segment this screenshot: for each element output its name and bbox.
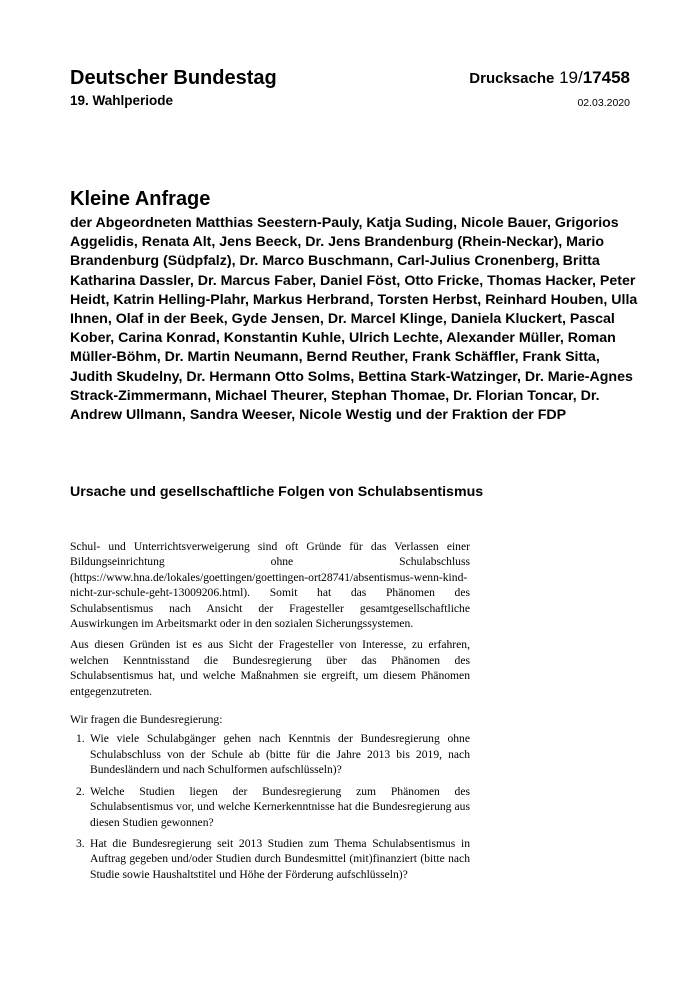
question-number: 1. bbox=[76, 732, 85, 746]
drucksache-prefix: 19/ bbox=[559, 68, 583, 87]
question-item bbox=[70, 784, 470, 830]
authors-list: der Abgeordneten Matthias Seestern-Pauly, Katja Suding, Nicole Bauer, Grigorios Aggelidis, Renata Alt, Jens Beeck, Dr. Jens Brandenburg (Rhein-Neckar), Mario Brandenburg (Südpfalz), Dr. Marco Buschmann, Carl-Julius Cronenberg, Britta Katharina Dassler, Dr. Marcus Faber, Daniel Föst, Otto Fricke, Thomas Hacker, Peter Heidt, Katrin Helling-Plahr, Markus Herbrand, Torsten Herbst, Reinhard Houben, Ulla Ihnen, Olaf in der Beek, Gyde Jensen, Dr. Marcel Klinge, Daniela Kluckert, Pascal Kober, Carina Konrad, Konstantin Kuhle, Ulrich Lechte, Alexander Müller, Roman Müller-Böhm, Dr. Martin Neumann, Bernd Reuther, Frank Schäffler, Frank Sitta, Judith Skudelny, Dr. Hermann Otto Solms, Bettina Stark-Watzinger, Dr. Marie-Agnes Strack-Zimmermann, Michael Theurer, Stephan Thomae, Dr. Florian Toncar, Dr. Andrew Ullmann, Sandra Weeser, Nicole Westig und der Fraktion der FDP bbox=[70, 215, 638, 424]
questions-list bbox=[70, 731, 470, 882]
inquiry-subject: Ursache und gesellschaftliche Folgen von Schulabsentismus bbox=[70, 484, 484, 500]
question-item bbox=[70, 731, 470, 777]
question-item bbox=[70, 836, 470, 882]
question-text: Hat die Bundesregierung seit 2013 Studien zum Thema Schulabsentismus in Auftrag gegeben und/oder Studien durch Bundesmittel (mit)finanziert (bitte nach Studie sowie Haushaltstitel und Höhe der Förderung aufschlüsseln)? bbox=[90, 836, 470, 881]
institution-title: Deutscher Bundestag bbox=[70, 67, 277, 89]
electoral-period: 19. Wahlperiode bbox=[70, 93, 174, 108]
question-number: 2. bbox=[76, 784, 85, 798]
drucksache-number: 17458 bbox=[582, 68, 630, 87]
body-paragraph: Schul- und Unterrichtsverweigerung sind oft Gründe für das Verlassen einer Bildungseinrichtung ohne Schulabschluss (https://www.hna.de/lokales/goettingen/goettingen-ort28741/absentismus-wenn-kind-nicht-zur-schule-geht-13009206.html). Somit hat das Phänomen des Schulabsentismus nach Ansicht der Fragesteller gesamtgesellschaftliche Auswirkungen im Arbeitsmarkt oder in den sozialen Sicherungssystemen. bbox=[70, 540, 470, 631]
question-number: 3. bbox=[76, 836, 85, 850]
document-header-left bbox=[70, 66, 277, 110]
drucksache-label: Drucksache bbox=[469, 70, 555, 87]
drucksache-reference bbox=[469, 66, 630, 91]
body-paragraph: Aus diesen Gründen ist es aus Sicht der Fragesteller von Interesse, zu erfahren, welchen Kenntnisstand die Bundesregierung über das Phänomen des Schulabsentismus hat, und welche Maßnahmen sie ergreift, um diesem Phänomen entgegenzutreten. bbox=[70, 638, 470, 698]
questions-intro: Wir fragen die Bundesregierung: bbox=[70, 713, 223, 727]
question-text: Wie viele Schulabgänger gehen nach Kenntnis der Bundesregierung ohne Schulabschluss von der Schule ab (bitte für die Jahre 2013 bis 2019, nach Bundesländern und nach Schulformen aufschlüsseln)? bbox=[90, 732, 470, 777]
inquiry-header-block bbox=[70, 186, 640, 425]
question-text: Welche Studien liegen der Bundesregierung zum Phänomen des Schulabsentismus vor, und welche Kernerkenntnisse hat die Bundesregierung aus diesen Studien gewonnen? bbox=[90, 784, 470, 829]
document-body bbox=[70, 539, 470, 888]
document-date: 02.03.2020 bbox=[577, 97, 630, 109]
document-type-title: Kleine Anfrage bbox=[70, 188, 211, 210]
document-header-right bbox=[469, 66, 630, 111]
